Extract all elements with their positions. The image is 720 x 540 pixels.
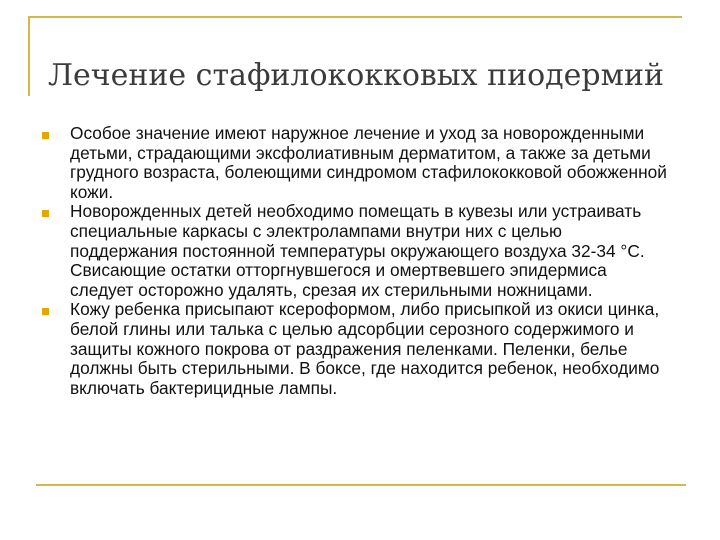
slide-title: Лечение стафилококковых пиодермий <box>48 58 664 93</box>
bullet-item <box>42 300 672 398</box>
square-bullet-icon <box>42 210 49 217</box>
frame-top-line <box>28 16 682 18</box>
bullet-item <box>42 124 672 202</box>
bullet-text: Новорожденных детей необходимо помещать в кувезы или устраивать специальные каркасы с электролампами внутри них с целью поддержания постоянной температуры окружающего воздуха 32-34 °С. Свисающие остатки отторгнувшегося и омертвевшего эпидермиса следует осторожно удалять, срезая их стерильными ножницами. <box>70 201 645 300</box>
bullet-item <box>42 202 672 300</box>
square-bullet-icon <box>42 308 49 315</box>
bullet-list <box>42 124 672 398</box>
square-bullet-icon <box>42 132 49 139</box>
bullet-text: Особое значение имеют наружное лечение и уход за новорожденными детьми, страдающими эксфолиативным дерматитом, а также за детьми грудного возраста, болеющими синдромом стафилококковой обожженной кожи. <box>70 123 667 202</box>
frame-left-line <box>28 16 30 96</box>
frame-bottom-line <box>36 484 686 486</box>
bullet-text: Кожу ребенка присыпают ксероформом, либо присыпкой из окиси цинка, белой глины или талька с целью адсорбции серозного содержимого и защиты кожного покрова от раздражения пеленками. Пеленки, белье должны быть стерильными. В боксе, где находится ребенок, необходимо включать бактерицидные лампы. <box>70 299 660 398</box>
